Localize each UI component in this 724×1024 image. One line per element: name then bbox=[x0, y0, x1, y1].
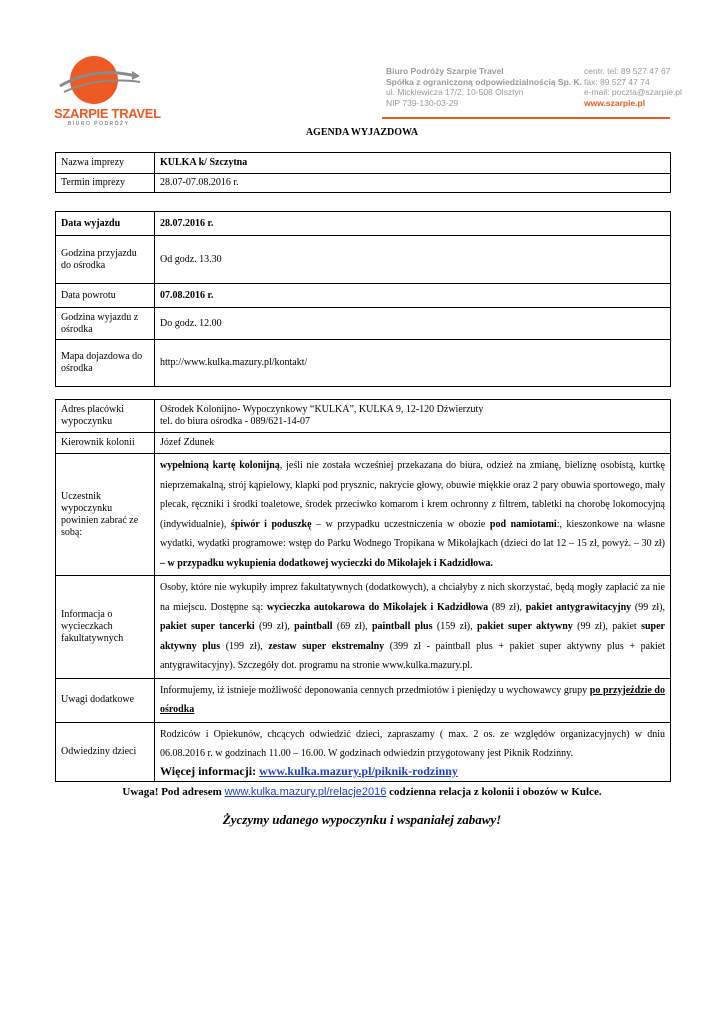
excursions-text: wycieczka autokarowa do Mikołajek i Kadzidłowa bbox=[266, 601, 489, 613]
letterhead bbox=[0, 0, 724, 127]
excursions-text: Osoby, które nie wykupiły imprez fakultatywnych (dodatkowych), a chciałyby z nich skorzystać, będą mogły zapłacić za nie na miejscu. Dostępne są: bbox=[160, 582, 665, 613]
notice-text: codzienna relacja z kolonii i obozów w Kulce. bbox=[386, 786, 602, 798]
visits-info bbox=[155, 722, 671, 781]
table-row bbox=[56, 153, 671, 174]
event-date-label: Termin imprezy bbox=[56, 174, 155, 193]
address-label: Adres placówki wypoczynku bbox=[56, 400, 155, 433]
event-name-label: Nazwa imprezy bbox=[56, 153, 155, 174]
contact-info bbox=[584, 66, 682, 108]
page-title: AGENDA WYJAZDOWA bbox=[305, 127, 419, 138]
table-row bbox=[56, 308, 671, 340]
info-table bbox=[55, 399, 671, 782]
table-row bbox=[56, 678, 671, 722]
manager-value: Józef Zdunek bbox=[155, 433, 671, 454]
company-address: ul. Mickiewicza 17/2, 10-508 Olsztyn bbox=[386, 87, 524, 97]
visits-text: Rodziców i Opiekunów, chcących odwiedzić dzieci, zapraszamy ( max. 2 os. ze względów organizacyjnych) w dniu 06.08.2016 r. w godzinach 11.00 – 16.00. W godzinach odwiedzin przygotowany jest Piknik Rodzinny. bbox=[160, 728, 665, 759]
leave-time-label: Godzina wyjazdu z ośrodka bbox=[56, 308, 155, 340]
contact-www[interactable]: www.szarpie.pl bbox=[584, 97, 646, 108]
visits-label: Odwiedziny dzieci bbox=[56, 722, 155, 781]
packing-list bbox=[155, 454, 671, 576]
excursions-text: (69 zł), bbox=[332, 621, 372, 632]
excursions-text: pakiet super aktywny bbox=[477, 621, 573, 632]
visits-more-label: Więcej informacji: bbox=[160, 763, 260, 778]
notes-text bbox=[155, 678, 671, 722]
excursions-text: pakiet antygrawitacyjny bbox=[525, 601, 632, 613]
packing-text: wypełnioną kartę kolonijną bbox=[160, 460, 280, 471]
company-info bbox=[386, 66, 582, 108]
excursions-text: (159 zł), bbox=[432, 621, 477, 632]
table-row bbox=[56, 433, 671, 454]
excursions-text: (99 zł), pakiet bbox=[572, 621, 642, 632]
contact-phone: centr. tel: 89 527 47 67 bbox=[584, 66, 671, 76]
visits-more bbox=[160, 764, 665, 779]
map-label: Mapa dojazdowa do ośrodka bbox=[56, 340, 155, 387]
notice-text: Uwaga! Pod adresem bbox=[122, 786, 225, 798]
contact-fax: fax: 89 527 47 74 bbox=[584, 76, 650, 87]
arrival-time-label: Godzina przyjazdu do ośrodka bbox=[56, 236, 155, 284]
packing-text: śpiwór i poduszkę bbox=[230, 518, 312, 530]
company-legal: Spółka z ograniczoną odpowiedzialnością Sp. K. bbox=[386, 76, 583, 87]
table-row bbox=[56, 284, 671, 308]
logo-title: SZARPIE TRAVEL bbox=[54, 106, 161, 121]
globe-arrows-icon bbox=[54, 62, 146, 102]
event-table bbox=[55, 152, 671, 193]
excursions-text: (399 zł - paintball plus + pakiet super aktywny plus + pakiet antygrawitacyjny). Szczegóły dot. programu na stronie www.kulka.mazury.pl. bbox=[160, 640, 666, 671]
table-row bbox=[56, 174, 671, 193]
office-phone: tel. do biura ośrodka - 089/621-14-07 bbox=[160, 416, 310, 427]
header-divider bbox=[382, 117, 670, 119]
company-name: Biuro Podróży Szarpie Travel bbox=[386, 66, 504, 76]
excursions-label: Informacja o wycieczkach fakultatywnych bbox=[56, 576, 155, 679]
table-row bbox=[56, 340, 671, 387]
excursions-text: pakiet super tancerki bbox=[160, 621, 255, 632]
excursions-info bbox=[155, 576, 671, 679]
company-nip: NIP 739-130-03-29 bbox=[386, 97, 459, 108]
table-row bbox=[56, 722, 671, 781]
notes-label: Uwagi dodatkowe bbox=[56, 678, 155, 722]
return-date-label: Data powrotu bbox=[56, 284, 155, 308]
excursions-text: (99 zł), bbox=[631, 601, 666, 613]
packing-text: , jeśli nie została wcześniej przekazana do biura, odzież na zmianę, bieliznę osobistą, kurtkę nieprzemakalną, strój kąpielowy, klapki pod prysznic, nakrycie głowy, obuwie miękkie oraz 2 pary obuwia sportowego, mały plecak, ręczniki i środki toaletowe, środek przeciwko komarom i krem ochronny z filtrem, tabletki na chorobę lokomocyjną (indywidualnie), bbox=[160, 460, 665, 530]
table-row bbox=[56, 400, 671, 433]
table-row bbox=[56, 576, 671, 679]
packing-label: Uczestnik wypoczynku powinien zabrać ze sobą: bbox=[56, 454, 155, 576]
address-line: Ośrodek Kolonijno- Wypoczynkowy “KULKA”, KULKA 9, 12-120 Dźwierzuty bbox=[160, 404, 484, 415]
picnic-link[interactable]: www.kulka.mazury.pl/piknik-rodzinny bbox=[259, 763, 458, 778]
return-date-value: 07.08.2016 r. bbox=[155, 284, 671, 308]
company-logo bbox=[54, 50, 161, 130]
logo-subtitle: BIURO PODRÓŻY bbox=[68, 121, 130, 127]
excursions-text: paintball bbox=[294, 621, 333, 632]
excursions-text: zestaw super ekstremalny bbox=[268, 640, 385, 652]
notes-part: Informujemy, iż istnieje możliwość deponowania cennych przedmiotów i pieniędzy u wychowawcy grupy bbox=[160, 684, 590, 696]
travel-table bbox=[55, 211, 671, 387]
packing-text: – w przypadku uczestniczenia w obozie bbox=[311, 518, 490, 530]
relation-link[interactable]: www.kulka.mazury.pl/relacje2016 bbox=[224, 786, 387, 798]
departure-date-label: Data wyjazdu bbox=[56, 212, 155, 236]
arrival-time-value: Od godz. 13.30 bbox=[155, 236, 671, 284]
packing-text: :, kieszonkowe na własne wydatki, wydatki programowe: wstęp do Parku Wodnego Tropikana w Mikołajkach (dzieci do lat 12 – 15 zł, powyż. – 30 zł) bbox=[160, 518, 666, 549]
excursions-text: paintball plus bbox=[372, 621, 433, 632]
event-name-value: KULKA k/ Szczytna bbox=[155, 153, 671, 174]
closing-wish: Życzymy udanego wypoczynku i wspaniałej zabawy! bbox=[222, 812, 502, 827]
excursions-text: (89 zł), bbox=[488, 601, 526, 613]
address-value bbox=[155, 400, 671, 433]
excursions-text: super aktywny plus bbox=[160, 621, 665, 652]
leave-time-value: Do godz. 12.00 bbox=[155, 308, 671, 340]
departure-date-value: 28.07.2016 r. bbox=[155, 212, 671, 236]
excursions-text: (199 zł), bbox=[220, 640, 269, 652]
manager-label: Kierownik kolonii bbox=[56, 433, 155, 454]
notes-emphasis: po przyjeździe do ośrodka bbox=[160, 684, 665, 715]
packing-text: – w przypadku wykupienia dodatkowej wycieczki do Mikołajek i Kadzidłowa. bbox=[160, 557, 493, 569]
map-link[interactable]: http://www.kulka.mazury.pl/kontakt/ bbox=[155, 340, 671, 387]
excursions-text: (99 zł), bbox=[254, 621, 295, 632]
packing-text: pod namiotami bbox=[489, 518, 557, 530]
table-row bbox=[56, 454, 671, 576]
event-date-value: 28.07-07.08.2016 r. bbox=[155, 174, 671, 193]
relation-notice bbox=[0, 786, 724, 798]
contact-email: e-mail: poczta@szarpie.pl bbox=[584, 87, 682, 97]
table-row bbox=[56, 212, 671, 236]
table-row bbox=[56, 236, 671, 284]
